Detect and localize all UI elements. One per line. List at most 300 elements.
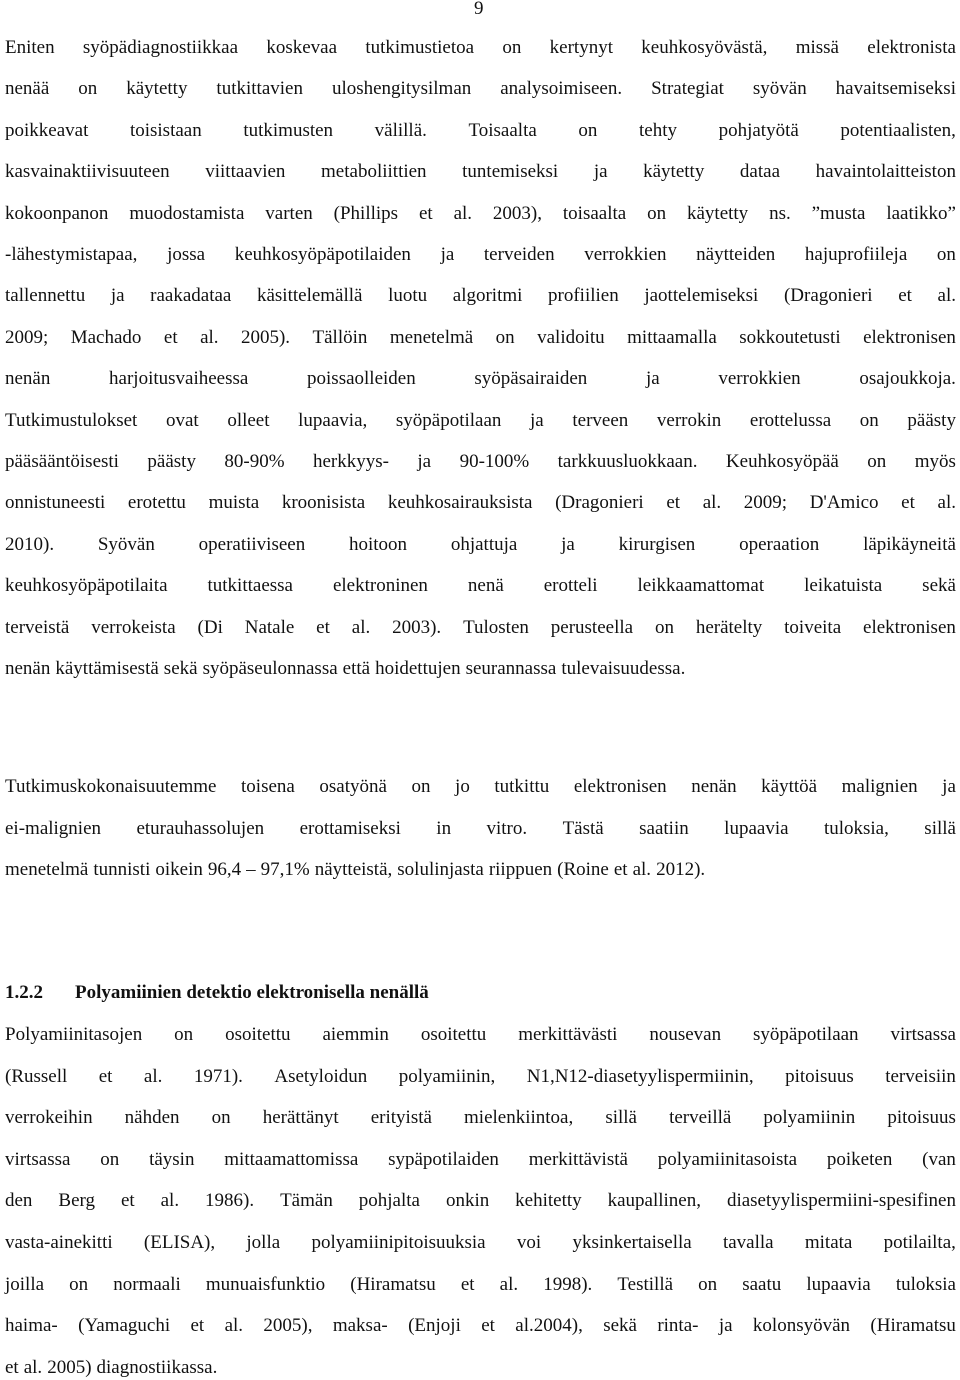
word: terveiden	[483, 244, 555, 265]
word: mittaamalla	[627, 326, 717, 348]
word: osajoukkoja.	[859, 368, 956, 390]
word: Natale	[244, 616, 295, 638]
word: koskevaa	[266, 37, 338, 58]
word: on	[859, 409, 879, 431]
word: et	[120, 1190, 135, 1212]
word: oikein	[155, 859, 203, 880]
text-line	[5, 1148, 956, 1172]
word: poissaolleiden	[307, 368, 416, 390]
word: on	[654, 616, 674, 638]
word: täysin	[149, 1148, 195, 1170]
word: tavalla	[722, 1232, 774, 1253]
word: on	[411, 776, 431, 797]
text-line	[5, 1356, 956, 1380]
word: maksa-	[332, 1315, 388, 1337]
word: lupaavia,	[298, 409, 368, 431]
word: ovat	[165, 409, 199, 431]
text-line	[5, 1273, 956, 1297]
word: operaation	[739, 533, 820, 555]
word: al.	[23, 1356, 43, 1378]
word: pitoisuus	[887, 1107, 956, 1129]
word: pohjalta	[358, 1190, 420, 1212]
word: saatiin	[639, 817, 689, 839]
word: syöpädiagnostiikkaa	[82, 37, 239, 58]
word: syöpäsairaiden	[474, 368, 588, 390]
text-line	[5, 1023, 956, 1047]
word: 2012).	[656, 859, 706, 880]
word: (Dragonieri	[555, 492, 644, 514]
word: kokoonpanon	[5, 202, 109, 224]
word: näytteiden	[696, 244, 776, 265]
word: muodostamista	[129, 202, 245, 224]
word: varten	[265, 202, 313, 224]
word: profiilien	[548, 285, 619, 307]
word: havaintolaitteiston	[815, 161, 956, 183]
word: sekä	[922, 575, 956, 597]
word: menetelmä	[389, 326, 474, 348]
word: tallennettu	[5, 285, 86, 307]
text-line	[5, 409, 956, 433]
word: 1998).	[543, 1273, 593, 1295]
word: den	[5, 1190, 33, 1212]
word: erotteli	[543, 575, 598, 597]
word: et	[190, 1315, 205, 1337]
word: 2009;	[5, 326, 49, 348]
word: polyamiinitasoista	[657, 1148, 798, 1170]
text-line	[5, 450, 956, 474]
word: ohjattuja	[450, 533, 518, 555]
word: (Roine	[557, 859, 609, 880]
text-line	[5, 858, 956, 882]
word: (Phillips	[333, 202, 399, 224]
word: 2010).	[5, 533, 55, 555]
word: 2005),	[263, 1315, 313, 1337]
word: keuhkosyöpäpotilaita	[5, 575, 168, 597]
word: et	[666, 492, 681, 514]
word: voi	[516, 1232, 542, 1253]
word: in	[436, 817, 452, 839]
word: et	[163, 326, 178, 348]
word: kasvainaktiivisuuteen	[5, 161, 170, 183]
word: onkin	[445, 1190, 490, 1212]
word: ”musta	[811, 202, 866, 224]
word: uloshengitysilman	[331, 78, 472, 100]
word: Berg	[58, 1190, 95, 1212]
word: 2005)	[47, 1356, 92, 1378]
word: toisistaan	[129, 119, 202, 141]
word: muista	[208, 492, 260, 514]
word: käytetty	[126, 78, 188, 100]
word: et	[898, 285, 912, 307]
word: nenän	[691, 776, 737, 797]
text-line	[5, 775, 956, 799]
word: nähden	[124, 1107, 180, 1129]
text-line	[5, 367, 956, 391]
word: ja	[593, 161, 608, 183]
word: (Enjoji	[408, 1315, 461, 1337]
word: et	[481, 1315, 495, 1337]
word: missä	[795, 37, 839, 58]
word: al.	[632, 859, 652, 880]
word: al.	[499, 1273, 519, 1295]
word: ja	[440, 244, 455, 265]
text-line	[5, 119, 956, 143]
word: tutkimusten	[243, 119, 334, 141]
text-line	[5, 1189, 956, 1213]
word: terveen	[572, 409, 629, 431]
word: verrokkien	[718, 368, 801, 390]
word: tarkkuusluokkaan.	[557, 451, 698, 472]
word: al.	[453, 202, 473, 224]
text-line	[5, 1065, 956, 1089]
word: al.	[224, 1315, 244, 1337]
word: tutkimustietoa	[365, 37, 475, 58]
word: 1971).	[193, 1065, 243, 1087]
word: (Yamaguchi	[78, 1315, 171, 1337]
word: vasta-ainekitti	[5, 1232, 113, 1253]
word: et	[460, 1273, 475, 1295]
word: erottamiseksi	[299, 817, 401, 839]
text-line	[5, 284, 956, 308]
word: syöpäseulonnassa	[202, 658, 338, 679]
word: on	[867, 451, 887, 472]
word: herätelty	[695, 616, 763, 638]
word: keuhkosyöpäpotilaiden	[234, 244, 411, 265]
word: osoitettu	[420, 1024, 487, 1045]
word: (Di	[197, 616, 223, 638]
word: sillä	[605, 1107, 637, 1129]
word: polyamiinin	[763, 1107, 856, 1129]
word: toiveita	[784, 616, 842, 638]
word: elektronisen	[863, 616, 956, 638]
section-heading-title: Polyamiinien detektio elektronisella nenällä	[75, 982, 429, 1003]
word: myös	[914, 451, 956, 472]
word: on	[698, 1273, 718, 1295]
word: 2003).	[392, 616, 442, 638]
word: Asetyloidun	[274, 1065, 368, 1087]
word: N1,N12-diasetyylispermiinin,	[526, 1065, 754, 1087]
text-line	[5, 1231, 956, 1255]
word: (Russell	[5, 1065, 68, 1087]
word: polyamiinin,	[398, 1065, 496, 1087]
word: nenä	[467, 575, 504, 597]
text-line	[5, 1314, 956, 1338]
word: malignien	[841, 776, 918, 797]
word: sillä	[924, 817, 956, 839]
word: keuhkosairauksista	[387, 492, 533, 514]
word: et	[613, 859, 628, 880]
word: et	[316, 616, 330, 638]
word: terveillä	[669, 1107, 732, 1129]
word: Tällöin	[312, 326, 368, 348]
word: merkittävistä	[528, 1148, 628, 1170]
word: jossa	[167, 244, 206, 265]
word: laatikko”	[886, 202, 956, 224]
word: poikkeavat	[5, 119, 89, 141]
word: mielenkiintoa,	[464, 1107, 574, 1129]
word: viittaavien	[205, 161, 286, 183]
word: hajuprofiileja	[804, 244, 908, 265]
word: al.	[937, 285, 956, 307]
word: potilailta,	[883, 1232, 956, 1253]
word: harjoitusvaiheessa	[109, 368, 249, 390]
word: mittaamattomissa	[224, 1148, 359, 1170]
word: et	[901, 492, 915, 514]
word: terveistä	[5, 616, 70, 638]
word: nenää	[5, 78, 50, 100]
section-heading	[5, 981, 429, 1005]
word: Toisaalta	[468, 119, 537, 141]
word: leikatuista	[804, 575, 883, 597]
word: päästy	[147, 451, 196, 472]
word: vitro.	[486, 817, 528, 839]
word: kaupallinen,	[607, 1190, 701, 1212]
word: on	[211, 1107, 231, 1129]
text-line	[5, 574, 956, 598]
word: erotettu	[127, 492, 186, 514]
word: kertynyt	[549, 37, 613, 58]
text-line	[5, 77, 956, 101]
word: nenän	[5, 368, 51, 390]
word: (Hiramatsu	[870, 1315, 956, 1337]
word: tulevaisuudessa.	[561, 658, 686, 679]
word: on	[100, 1148, 120, 1170]
word: verrokeihin	[5, 1107, 93, 1129]
word: tehty	[638, 119, 677, 141]
word: (van	[922, 1148, 956, 1170]
word: hoidettujen	[375, 658, 461, 679]
word: läpikäyneitä	[863, 533, 956, 555]
word: on	[174, 1024, 194, 1045]
word: diagnostiikassa.	[96, 1356, 218, 1378]
word: tuloksia,	[823, 817, 889, 839]
word: validoitu	[537, 326, 605, 348]
word: ja	[417, 451, 432, 472]
word: yksinkertaisella	[572, 1232, 692, 1253]
word: pääsääntöisesti	[5, 451, 119, 472]
word: jolla	[246, 1232, 281, 1253]
text-line	[5, 160, 956, 184]
text-line	[5, 491, 956, 515]
word: (ELISA),	[143, 1232, 216, 1253]
text-line	[5, 36, 956, 60]
word: sokkoutetusti	[739, 326, 841, 348]
word: virtsassa	[890, 1024, 956, 1045]
word: seurannassa	[465, 658, 557, 679]
word: Keuhkosyöpää	[725, 451, 839, 472]
word: olleet	[227, 409, 270, 431]
word: herättänyt	[262, 1107, 339, 1129]
text-line	[5, 616, 956, 640]
word: Strategiat	[651, 78, 724, 100]
word: raakadataa	[150, 285, 232, 307]
word: ja	[645, 368, 660, 390]
text-line	[5, 817, 956, 841]
word: et	[5, 1356, 19, 1378]
word: syöpäpotilaan	[753, 1024, 859, 1045]
word: 80-90%	[224, 451, 285, 472]
word: osatyönä	[319, 776, 387, 797]
word: Polyamiinitasojen	[5, 1024, 143, 1045]
word: erottelussa	[749, 409, 832, 431]
word: 90-100%	[459, 451, 530, 472]
word: elektronisen	[863, 326, 956, 348]
word: käytetty	[686, 202, 749, 224]
word: nousevan	[649, 1024, 722, 1045]
word: Tämän	[280, 1190, 333, 1212]
word: Tutkimustulokset	[5, 409, 138, 431]
word: ja	[718, 1315, 733, 1337]
word: käyttämisestä	[55, 658, 159, 679]
word: Syövän	[97, 533, 155, 555]
word: hoitoon	[349, 533, 408, 555]
word: on	[78, 78, 98, 100]
text-line	[5, 202, 956, 226]
word: ei-malignien	[5, 817, 102, 839]
word: verrokeista	[91, 616, 176, 638]
word: 2003),	[492, 202, 542, 224]
word: kolonsyövän	[752, 1315, 851, 1337]
word: –	[246, 859, 256, 880]
word: polyamiinipitoisuuksia	[311, 1232, 486, 1253]
word: eturauhassolujen	[136, 817, 265, 839]
word: kroonisista	[281, 492, 366, 514]
word: kirurgisen	[618, 533, 696, 555]
word: Machado	[70, 326, 142, 348]
word: 97,1%	[260, 859, 310, 880]
word: on	[578, 119, 598, 141]
word: käytetty	[643, 161, 705, 183]
word: ja	[942, 776, 956, 797]
word: perusteella	[550, 616, 634, 638]
word: -lähestymistapaa,	[5, 244, 138, 265]
word: al.	[143, 1065, 163, 1087]
word: pohjatyötä	[718, 119, 799, 141]
word: Tutkimuskokonaisuutemme	[5, 776, 217, 797]
text-line	[5, 1106, 956, 1130]
word: on	[495, 326, 515, 348]
word: osoitettu	[225, 1024, 291, 1045]
word: toisaalta	[562, 202, 627, 224]
word: erityistä	[370, 1107, 432, 1129]
word: ja	[530, 409, 544, 431]
word: saatu	[742, 1273, 782, 1295]
word: havaitsemiseksi	[835, 78, 956, 100]
word: tutkittaessa	[207, 575, 293, 597]
word: elektronista	[867, 37, 956, 58]
text-line	[5, 243, 956, 267]
text-line	[5, 326, 956, 350]
word: 1986).	[205, 1190, 255, 1212]
word: al.2004),	[515, 1315, 583, 1337]
word: 2009;	[743, 492, 788, 514]
word: että	[342, 658, 371, 679]
word: (Dragonieri	[783, 285, 873, 307]
word: sekä	[603, 1315, 637, 1337]
word: tutkittavien	[216, 78, 303, 100]
word: menetelmä	[5, 859, 89, 880]
word: Tulosten	[463, 616, 529, 638]
word: onnistuneesti	[5, 492, 106, 514]
word: toisena	[241, 776, 295, 797]
word: al.	[702, 492, 722, 514]
word: päästy	[907, 409, 956, 431]
word: näytteistä,	[314, 859, 393, 880]
word: jaottelemiseksi	[644, 285, 759, 307]
word: rinta-	[657, 1315, 699, 1337]
word: dataa	[739, 161, 780, 183]
word: nenän	[5, 658, 51, 679]
word: välillä.	[374, 119, 427, 141]
word: D'Amico	[809, 492, 879, 514]
word: al.	[160, 1190, 180, 1212]
word: tutkittu	[494, 776, 550, 797]
word: syövän	[752, 78, 807, 100]
word: merkittävästi	[518, 1024, 618, 1045]
word: leikkaamattomat	[637, 575, 765, 597]
word: operatiiviseen	[198, 533, 306, 555]
word: verrokin	[656, 409, 722, 431]
text-line	[5, 533, 956, 557]
word: terveisiin	[885, 1065, 956, 1087]
word: poiketen	[826, 1148, 893, 1170]
word: al.	[937, 492, 956, 514]
word: (Hiramatsu	[350, 1273, 436, 1295]
word: syöpäpotilaan	[395, 409, 502, 431]
word: käyttöä	[761, 776, 818, 797]
word: al.	[200, 326, 219, 348]
page-number: 9	[474, 0, 484, 19]
word: algoritmi	[452, 285, 523, 307]
word: riippuen	[488, 859, 553, 880]
word: et	[98, 1065, 113, 1087]
word: kehitetty	[515, 1190, 582, 1212]
word: 96,4	[207, 859, 242, 880]
word: diasetyylispermiini-spesifinen	[726, 1190, 956, 1212]
word: lupaavia	[806, 1273, 871, 1295]
word: ja	[110, 285, 125, 307]
word: al.	[351, 616, 371, 638]
word: 2005).	[240, 326, 291, 348]
word: analysoimiseen.	[500, 78, 623, 100]
word: ja	[561, 533, 575, 555]
word: on	[936, 244, 956, 265]
word: herkkyys-	[312, 451, 389, 472]
word: potentiaalisten,	[840, 119, 956, 141]
word: metaboliittien	[321, 161, 427, 183]
word: lupaavia	[724, 817, 789, 839]
word: sypäpotilaiden	[388, 1148, 499, 1170]
word: et	[418, 202, 433, 224]
word: virtsassa	[5, 1148, 71, 1170]
word: haima-	[5, 1315, 58, 1337]
word: elektronisen	[573, 776, 667, 797]
word: mitata	[804, 1232, 853, 1253]
word: pitoisuus	[785, 1065, 854, 1087]
word: joilla	[5, 1273, 45, 1295]
word: jo	[455, 776, 470, 797]
word: on	[647, 202, 667, 224]
word: Testillä	[617, 1273, 674, 1295]
word: tuntemiseksi	[462, 161, 559, 183]
word: ns.	[769, 202, 791, 224]
word: on	[502, 37, 522, 58]
word: tunnisti	[93, 859, 151, 880]
text-line	[5, 657, 956, 681]
word: keuhkosyövästä,	[641, 37, 768, 58]
word: luotu	[388, 285, 428, 307]
word: Tästä	[562, 817, 604, 839]
